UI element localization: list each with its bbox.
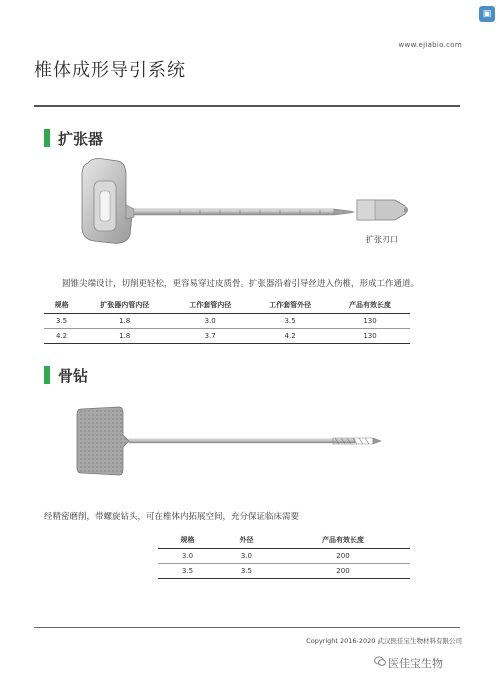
- table-row: [44, 329, 410, 344]
- table-row: [158, 564, 410, 579]
- dilator-tip-image: [355, 196, 410, 224]
- table-header-cell: 规格: [44, 297, 79, 314]
- section-accent-bar: [44, 366, 50, 384]
- table-cell: 200: [276, 549, 410, 564]
- section-title-bone-drill: 骨钻: [58, 367, 89, 385]
- table-header-cell: 工作套管外径: [250, 297, 330, 314]
- table-header-cell: 工作套管内径: [170, 297, 250, 314]
- table-header-cell: 产品有效长度: [276, 532, 410, 549]
- corner-logo-icon: ▣: [479, 6, 495, 22]
- section-accent-bar: [44, 129, 50, 147]
- table-cell: 3.7: [170, 329, 250, 344]
- dilator-description: 圆锥尖端设计，切削更轻松，更容易穿过皮质骨。扩张器沿着引导丝进入伤椎，形成工作通道。: [62, 279, 420, 289]
- footer-divider: [34, 627, 460, 628]
- bone-drill-spec-table: [158, 532, 410, 579]
- dilator-image: [70, 155, 360, 250]
- website-url: www.ejiabio.com: [398, 41, 462, 49]
- table-cell: 200: [276, 564, 410, 579]
- table-cell: 1.8: [79, 329, 170, 344]
- table-header-row: [158, 532, 410, 549]
- bone-drill-image: [75, 405, 390, 480]
- table-cell: 3.5: [217, 564, 276, 579]
- table-cell: 3.0: [158, 549, 217, 564]
- table-row: [158, 549, 410, 564]
- watermark-text: 医佳宝生物: [388, 657, 443, 670]
- copyright-text: Copyright 2016-2020 武汉医佳宝生物材料有限公司: [306, 637, 462, 645]
- page-title: 椎体成形导引系统: [34, 60, 186, 81]
- title-divider: [34, 105, 460, 107]
- table-cell: 4.2: [44, 329, 79, 344]
- table-cell: 3.5: [250, 314, 330, 329]
- table-header-row: [44, 297, 410, 314]
- table-cell: 3.5: [44, 314, 79, 329]
- section-title-dilator: 扩张器: [58, 130, 104, 148]
- tip-caption: 扩张刃口: [366, 235, 398, 244]
- table-cell: 130: [330, 329, 410, 344]
- table-header-cell: 产品有效长度: [330, 297, 410, 314]
- table-cell: 3.0: [170, 314, 250, 329]
- dilator-spec-table: [44, 297, 410, 344]
- table-header-cell: 扩张器内管内径: [79, 297, 170, 314]
- table-cell: 3.0: [217, 549, 276, 564]
- table-cell: 4.2: [250, 329, 330, 344]
- bone-drill-description: 经精密磨削，带螺旋钻头，可在椎体内拓展空间，充分保证临床需要: [44, 512, 300, 522]
- table-row: [44, 314, 410, 329]
- table-cell: 130: [330, 314, 410, 329]
- table-cell: 1.8: [79, 314, 170, 329]
- table-header-cell: 规格: [158, 532, 217, 549]
- table-cell: 3.5: [158, 564, 217, 579]
- table-header-cell: 外径: [217, 532, 276, 549]
- wechat-icon: [374, 656, 386, 666]
